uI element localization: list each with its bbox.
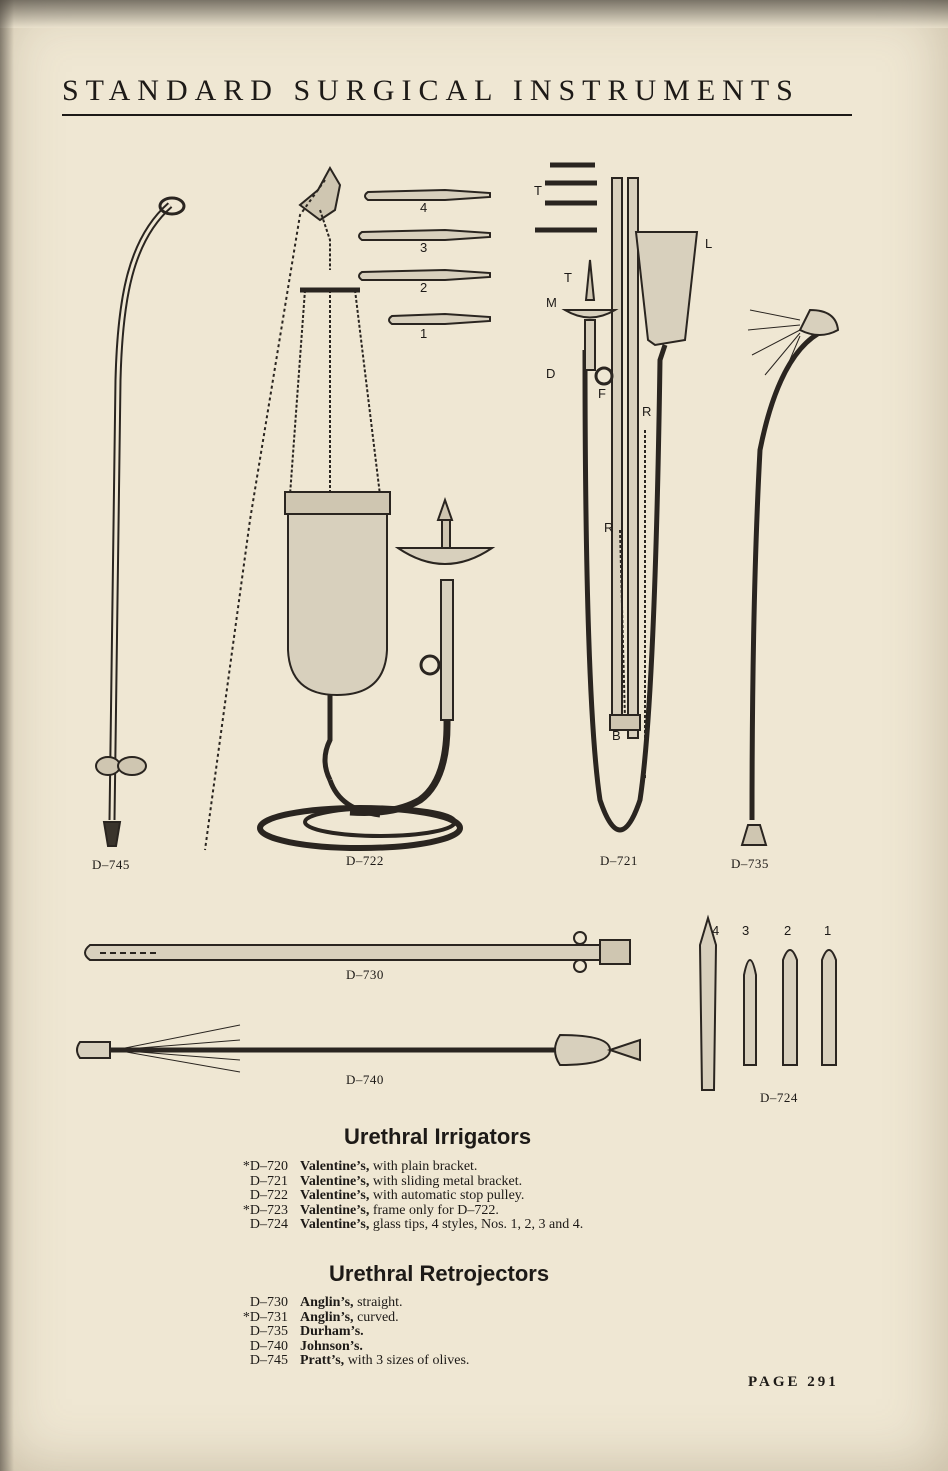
glass-tip-3: 3	[742, 923, 750, 938]
glass-tip-1: 1	[824, 923, 832, 938]
tip-callout-2: 2	[420, 280, 428, 295]
irrigators-title: Urethral Irrigators	[344, 1124, 532, 1149]
retrojectors-list	[228, 1296, 469, 1369]
tip-callout-3: 3	[420, 240, 428, 255]
list-item: D–730 Anglin’s, straight.	[249, 1295, 403, 1310]
d740-illustration	[77, 1025, 640, 1072]
figure-label-d724: D–724	[760, 1090, 798, 1105]
figure-label-d730: D–730	[346, 967, 384, 982]
list-item: D–724 Valentine’s, glass tips, 4 styles, Nos. 1, 2, 3 and 4.	[249, 1217, 584, 1233]
figure-label-d735: D–735	[731, 856, 769, 871]
callout-r-top: R	[642, 404, 652, 419]
page-number: PAGE 291	[748, 1374, 839, 1390]
list-item: *D–731 Anglin’s, curved.	[242, 1309, 399, 1325]
list-item: *D–720 Valentine’s, with plain bracket.	[242, 1159, 478, 1174]
glass-tip-4: 4	[712, 923, 720, 938]
figure-label-d722: D–722	[346, 853, 384, 868]
tip-callout-1: 1	[420, 326, 428, 341]
d730-illustration	[85, 932, 630, 972]
callout-m: M	[546, 295, 557, 310]
list-item: D–735 Durham’s.	[249, 1324, 364, 1340]
irrigators-list	[228, 1160, 583, 1233]
figure-label-d721: D–721	[600, 853, 638, 868]
list-item: D–745 Pratt’s, with 3 sizes of olives.	[249, 1353, 470, 1369]
d745-illustration	[96, 198, 184, 846]
d724-illustration	[700, 918, 836, 1090]
figure-label-d740: D–740	[346, 1072, 384, 1087]
callout-d: D	[546, 366, 556, 381]
list-item: D–740 Johnson’s.	[249, 1338, 363, 1354]
figure-label-d745: D–745	[92, 857, 130, 872]
callout-t-mid: T	[564, 270, 572, 285]
retrojectors-title: Urethral Retrojectors	[329, 1261, 550, 1286]
d735-illustration	[742, 310, 838, 845]
callout-f: F	[598, 386, 606, 401]
callout-r-mid: R	[604, 520, 614, 535]
callout-t-top: T	[534, 183, 542, 198]
list-item: D–722 Valentine’s, with automatic stop pulley.	[249, 1188, 525, 1204]
glass-tip-2: 2	[784, 923, 792, 938]
page-header: STANDARD SURGICAL INSTRUMENTS	[62, 74, 800, 107]
callout-b: B	[612, 728, 621, 743]
callout-l: L	[705, 236, 713, 251]
tip-callout-4: 4	[420, 200, 428, 215]
list-item: D–721 Valentine’s, with sliding metal bracket.	[249, 1173, 523, 1189]
list-item: *D–723 Valentine’s, frame only for D–722.	[242, 1202, 499, 1218]
